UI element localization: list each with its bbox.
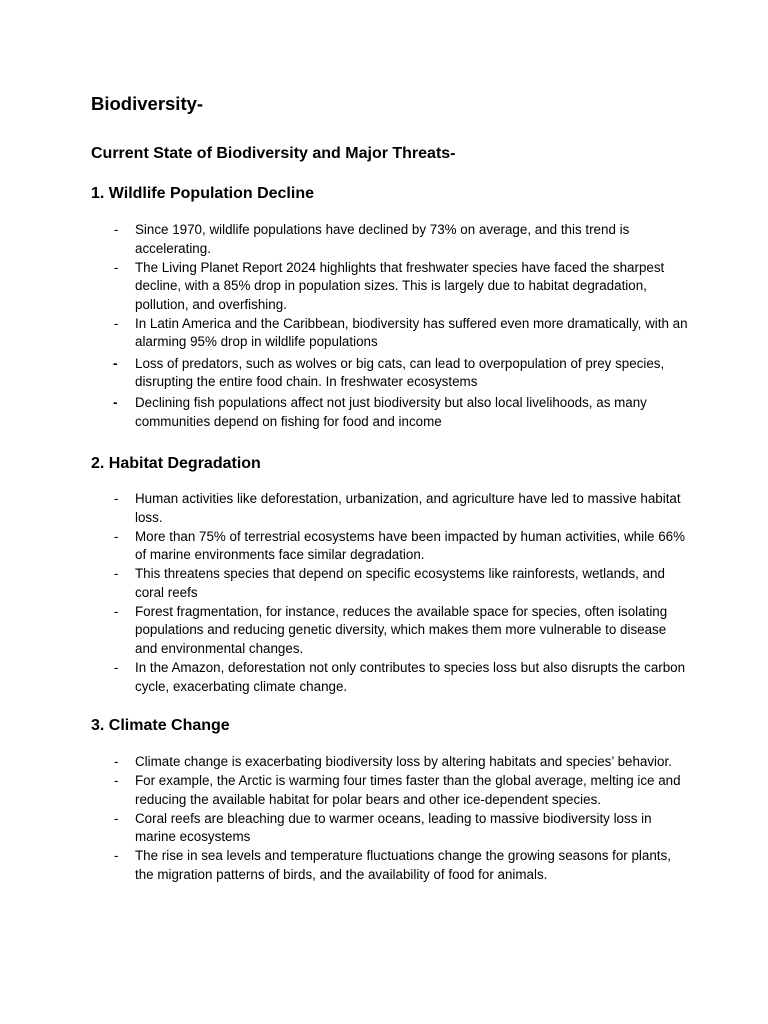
bullet-text: More than 75% of terrestrial ecosystems have been impacted by human activities, while 66% of marine environments face similar degradation. — [135, 528, 686, 563]
bullet-dash: - — [114, 222, 119, 237]
bullet-text: Declining fish populations affect not just biodiversity but also local livelihoods, as many communities depend on fishing for food and income — [135, 395, 647, 429]
bullet-text: Since 1970, wildlife populations have declined by 73% on average, and this trend is accelerating. — [135, 222, 630, 256]
section-heading-climate-change: 3. Climate Change — [91, 717, 230, 734]
bullet-dash: - — [114, 566, 119, 582]
list-item — [91, 753, 691, 772]
bullet-text: In Latin America and the Caribbean, biodiversity has suffered even more dramatically, with an alarming 95% drop in wildlife populations — [135, 315, 688, 350]
bullet-dash: - — [113, 395, 118, 411]
bullet-dash: - — [114, 528, 119, 544]
section-heading-wildlife-decline: 1. Wildlife Population Decline — [91, 185, 314, 202]
bullet-text: Loss of predators, such as wolves or big cats, can lead to overpopulation of prey species, disrupting the entire food chain. In freshwater ecosystems — [135, 355, 665, 390]
list-item — [91, 772, 691, 809]
list-item — [91, 847, 691, 884]
list-item — [91, 659, 691, 696]
document-subtitle: Current State of Biodiversity and Major Threats- — [91, 145, 456, 162]
bullet-dash: - — [114, 848, 119, 864]
list-item — [91, 315, 691, 352]
bullet-dash: - — [114, 259, 119, 275]
bullet-text: For example, the Arctic is warming four times faster than the global average, melting ice and reducing the available habitat for polar bears and other ice-dependent species. — [135, 772, 681, 807]
list-item — [91, 394, 691, 431]
list-item — [91, 528, 691, 565]
bullet-list-wildlife-decline — [91, 221, 691, 432]
bullet-text: Climate change is exacerbating biodiversity loss by altering habitats and species’ behavior. — [135, 754, 672, 769]
bullet-dash: - — [114, 659, 119, 675]
bullet-dash: - — [114, 491, 119, 506]
bullet-dash: - — [114, 603, 119, 619]
document-title: Biodiversity- — [91, 93, 204, 114]
list-item — [91, 355, 691, 392]
bullet-dash: - — [113, 355, 118, 371]
bullet-text: Coral reefs are bleaching due to warmer oceans, leading to massive biodiversity loss in marine ecosystems — [135, 810, 652, 845]
bullet-text: This threatens species that depend on specific ecosystems like rainforests, wetlands, and coral reefs — [135, 566, 665, 600]
list-item — [91, 603, 691, 659]
bullet-text: The Living Planet Report 2024 highlights that freshwater species have faced the sharpest decline, with a 85% drop in population sizes. This is largely due to habitat degradation, pollution, and overfishing. — [135, 259, 665, 312]
bullet-text: The rise in sea levels and temperature fluctuations change the growing seasons for plants, the migration patterns of birds, and the availability of food for animals. — [135, 848, 671, 882]
bullet-list-habitat-degradation — [91, 490, 691, 696]
bullet-text: Human activities like deforestation, urbanization, and agriculture have led to massive habitat loss. — [135, 491, 681, 525]
section-heading-habitat-degradation: 2. Habitat Degradation — [91, 455, 261, 472]
list-item — [91, 221, 691, 258]
bullet-dash: - — [114, 810, 119, 826]
list-item — [91, 810, 691, 847]
bullet-dash: - — [114, 754, 119, 769]
bullet-list-climate-change — [91, 753, 691, 884]
list-item — [91, 259, 691, 315]
list-item — [91, 565, 691, 602]
bullet-dash: - — [114, 315, 119, 331]
bullet-text: Forest fragmentation, for instance, reduces the available space for species, often isolating populations and reducing genetic diversity, which makes them more vulnerable to disease and environmental changes. — [135, 603, 668, 656]
bullet-dash: - — [114, 772, 119, 788]
bullet-text: In the Amazon, deforestation not only contributes to species loss but also disrupts the carbon cycle, exacerbating climate change. — [135, 659, 686, 694]
list-item — [91, 490, 691, 527]
